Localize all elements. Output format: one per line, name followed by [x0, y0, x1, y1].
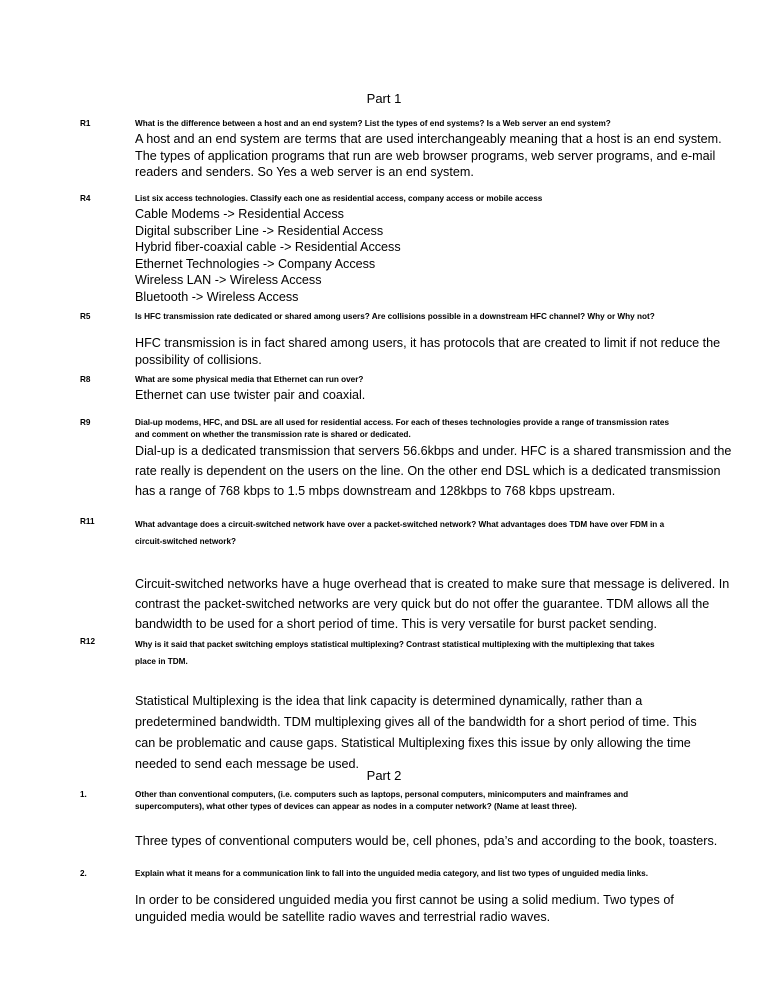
answer-text: [135, 131, 722, 181]
question-label: R1: [80, 119, 91, 128]
question-label: R4: [80, 194, 91, 203]
answer-line: possibility of collisions.: [135, 352, 262, 367]
answer-text: [135, 441, 732, 501]
answer-line: Digital subscriber Line -> Residential Access: [135, 223, 384, 238]
answer-text: [135, 892, 680, 925]
part1-title: Part 1: [366, 91, 402, 106]
question-text: Why is it said that packet switching employs statistical multiplexing? Contrast statistical multiplexing with the multiplexing that takes place in TDM.: [135, 640, 655, 666]
answer-line: HFC transmission is in fact shared among users, it has protocols that are created to limit if not reduce the: [135, 336, 721, 350]
question-text: Explain what it means for a communication link to fall into the unguided media category, and list two types of unguided media links.: [135, 869, 648, 878]
question-label: R9: [80, 418, 91, 427]
answer-line: needed to send each message be used.: [135, 757, 360, 771]
answer-line: contrast the packet-switched networks are very quick but do not offer the guarantee. TDM allows all the: [135, 597, 710, 611]
answer-line: has a range of 768 kbps to 1.5 mbps downstream and 128kbps to 768 kbps upstream.: [135, 484, 616, 498]
question-text: Dial-up modems, HFC, and DSL are all used for residential access. For each of theses technologies provide a range of transmission rates and comment on whether the transmission rate is shared or dedicated.: [135, 418, 670, 439]
answer-text: [135, 206, 680, 305]
answer-text: [135, 387, 680, 404]
answer-line: can be problematic and cause gaps. Statistical Multiplexing fixes this issue by only allowing the time: [135, 736, 691, 750]
answer-line: Hybrid fiber-coaxial cable -> Residential Access: [135, 240, 401, 254]
part2-title: Part 2: [366, 768, 402, 783]
question-label: R12: [80, 637, 96, 646]
answer-line: Dial-up is a dedicated transmission that servers 56.6kbps and under. HFC is a shared transmission and the: [135, 444, 732, 458]
question-text: What is the difference between a host and an end system? List the types of end systems? Is a Web server an end system?: [135, 119, 611, 128]
question-text: What are some physical media that Ethernet can run over?: [135, 375, 364, 384]
answer-line: bandwidth to be used for a short period of time. This is very versatile for burst packet sending.: [135, 617, 657, 631]
answer-line: The types of application programs that run are web browser programs, web server programs, and e-mail: [135, 148, 716, 163]
answer-line: Three types of conventional computers would be, cell phones, pda’s and according to the book, toasters.: [135, 834, 718, 848]
answer-line: unguided media would be satellite radio waves and terrestrial radio waves.: [135, 909, 551, 924]
answer-line: Ethernet can use twister pair and coaxial.: [135, 388, 366, 402]
question-label: 2.: [80, 869, 87, 878]
question-text: Other than conventional computers, (i.e. computers such as laptops, personal computers, minicomputers and mainframes and supercomputers), what other types of devices can appear as nodes in a computer network? (Name at least three).: [135, 790, 629, 811]
answer-line: predetermined bandwidth. TDM multiplexing gives all of the bandwidth for a short period of time. This: [135, 715, 697, 729]
question-label: 1.: [80, 790, 87, 799]
answer-line: Ethernet Technologies -> Company Access: [135, 256, 376, 271]
answer-text: [135, 335, 721, 368]
question-label: R5: [80, 312, 91, 321]
answer-line: Cable Modems -> Residential Access: [135, 207, 344, 221]
question-text: What advantage does a circuit-switched network have over a packet-switched network? What advantages does TDM have over FDM in a circuit-switched network?: [135, 520, 665, 546]
answer-line: In order to be considered unguided media you first cannot be using a solid medium. Two types of: [135, 893, 674, 907]
answer-line: readers and senders. So Yes a web server is an end system.: [135, 165, 474, 179]
answer-text: [135, 574, 730, 634]
question-text: Is HFC transmission rate dedicated or shared among users? Are collisions possible in a downstream HFC channel? Why or Why not?: [135, 312, 655, 321]
question-text: List six access technologies. Classify each one as residential access, company access or mobile access: [135, 194, 543, 203]
question-label: R8: [80, 375, 91, 384]
answer-line: Wireless LAN -> Wireless Access: [135, 273, 322, 287]
answer-line: Bluetooth -> Wireless Access: [135, 289, 299, 304]
answer-line: rate really is dependent on the users on the line. On the other end DSL which is a dedicated transmission: [135, 464, 721, 478]
answer-text: [135, 691, 697, 775]
answer-line: A host and an end system are terms that are used interchangeably meaning that a host is an end system.: [135, 132, 722, 146]
question-label: R11: [80, 517, 95, 526]
answer-text: [135, 833, 718, 850]
answer-line: Statistical Multiplexing is the idea that link capacity is determined dynamically, rather than a: [135, 694, 643, 708]
answer-line: Circuit-switched networks have a huge overhead that is created to make sure that message is delivered. In: [135, 577, 730, 591]
